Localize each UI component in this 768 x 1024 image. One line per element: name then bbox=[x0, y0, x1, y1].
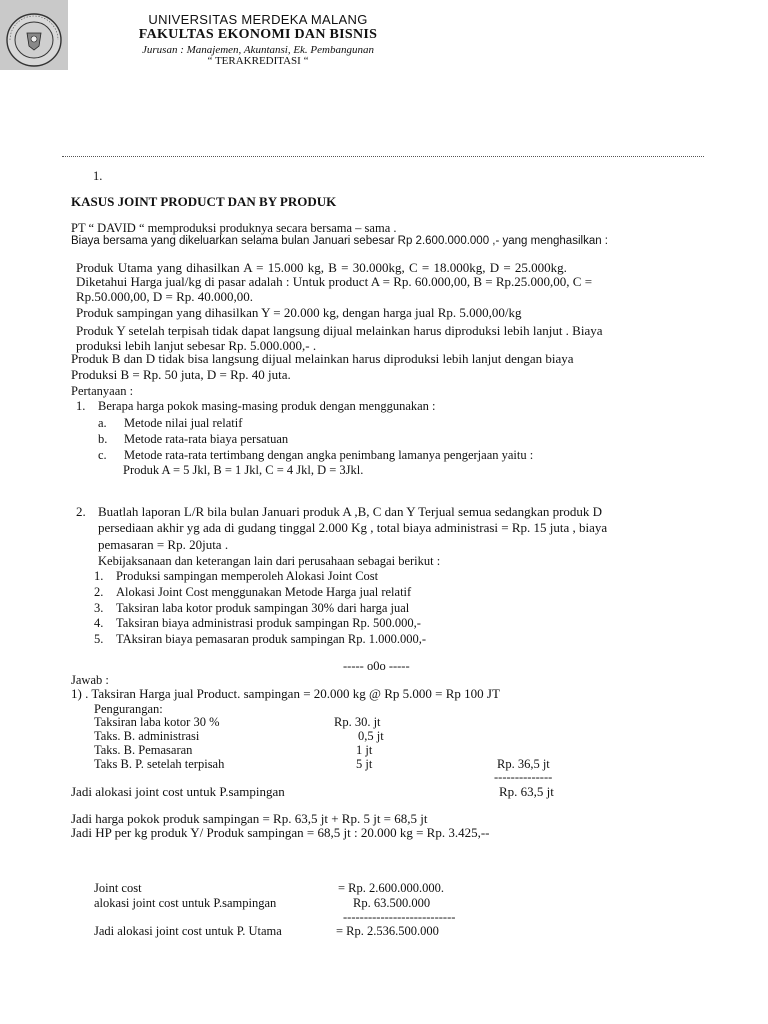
university-name: UNIVERSITAS MERDEKA MALANG bbox=[148, 12, 368, 27]
question-2-continued: persediaan akhir yg ada di gudang tinggal 2.000 Kg , total biaya administrasi = Rp. 15 juta , biaya bbox=[98, 520, 608, 535]
policy-item bbox=[94, 568, 378, 584]
question-number: 1. bbox=[76, 399, 86, 413]
alloc-value: Rp. 63,5 jt bbox=[499, 784, 554, 799]
policy-text: Taksiran biaya administrasi produk sampingan Rp. 500.000,- bbox=[116, 616, 421, 630]
policy-item bbox=[94, 584, 411, 600]
byproduct-line: Produk sampingan yang dihasilkan Y = 20.000 kg, dengan harga jual Rp. 5.000,00/kg bbox=[76, 305, 522, 320]
alloc-main-value: = Rp. 2.536.500.000 bbox=[336, 924, 439, 938]
policy-text: Taksiran laba kotor produk sampingan 30% dari harga jual bbox=[116, 601, 410, 615]
option-c bbox=[98, 447, 533, 463]
product-y-note: produksi lebih lanjut sebesar Rp. 5.000.000,- . bbox=[76, 338, 317, 353]
product-bd-note: Produk B dan D tidak bisa langsung dijual melainkan harus diproduksi lebih lanjut dengan biaya bbox=[71, 351, 574, 366]
policy-intro: Kebijaksanaan dan keterangan lain dari perusahaan sebagai berikut : bbox=[98, 554, 441, 568]
deduction-label: Taks. B. Pemasaran bbox=[94, 743, 193, 757]
deductions-total: Rp. 36,5 jt bbox=[497, 757, 550, 771]
product-bd-note: Produksi B = Rp. 50 juta, D = Rp. 40 juta. bbox=[71, 367, 291, 382]
answer-label: Jawab : bbox=[71, 673, 109, 687]
question-text: Berapa harga pokok masing-masing produk dengan menggunakan : bbox=[98, 399, 436, 413]
policy-number: 4. bbox=[94, 616, 104, 630]
product-y-note: Produk Y setelah terpisah tidak dapat langsung dijual melainkan harus diproduksi lebih lanjut . Biaya bbox=[76, 323, 603, 338]
alloc-main-label: Jadi alokasi joint cost untuk P. Utama bbox=[94, 924, 282, 938]
department-list: Jurusan : Manajemen, Akuntansi, Ek. Pembangunan bbox=[142, 44, 374, 56]
joint-cost-statement: Biaya bersama yang dikeluarkan selama bulan Januari sebesar Rp 2.600.000.000 ,- yang menghasilkan : bbox=[71, 235, 608, 247]
questions-label: Pertanyaan : bbox=[71, 384, 134, 398]
deduction-amount: 0,5 jt bbox=[358, 729, 384, 743]
policy-number: 3. bbox=[94, 601, 104, 615]
option-letter: b. bbox=[98, 432, 108, 446]
question-2 bbox=[76, 504, 602, 520]
option-text: Metode nilai jual relatif bbox=[124, 416, 243, 430]
item-number: 1. bbox=[93, 169, 103, 183]
alloc-side-value: Rp. 63.500.000 bbox=[353, 896, 431, 910]
header-divider bbox=[62, 156, 704, 157]
deduction-amount: 1 jt bbox=[356, 743, 373, 757]
alloc-label: Jadi alokasi joint cost untuk P.sampingan bbox=[71, 784, 285, 799]
option-letter: a. bbox=[98, 416, 107, 430]
total-rule: -------------- bbox=[494, 770, 553, 784]
policy-item bbox=[94, 631, 426, 647]
selling-price-line: Diketahui Harga jual/kg di pasar adalah : Untuk product A = Rp. 60.000,00, B = Rp.25.000,00, C = bbox=[76, 274, 593, 289]
option-b bbox=[98, 431, 288, 447]
policy-text: TAksiran biaya pemasaran produk sampingan Rp. 1.000.000,- bbox=[116, 632, 427, 646]
question-number: 2. bbox=[76, 504, 86, 519]
selling-price-line: Rp.50.000,00, D = Rp. 40.000,00. bbox=[76, 289, 254, 304]
answer-1: 1) . Taksiran Harga jual Product. sampingan = 20.000 kg @ Rp 5.000 = Rp 100 JT bbox=[71, 686, 500, 701]
deduction-label: Taksiran laba kotor 30 % bbox=[94, 715, 220, 729]
university-logo bbox=[0, 0, 68, 70]
joint-cost-value: = Rp. 2.600.000.000. bbox=[338, 881, 445, 895]
question-2-continued: pemasaran = Rp. 20juta . bbox=[98, 537, 229, 552]
policy-text: Alokasi Joint Cost menggunakan Metode Harga jual relatif bbox=[116, 585, 412, 599]
case-title: KASUS JOINT PRODUCT DAN BY PRODUK bbox=[71, 194, 337, 209]
deduction-amount: Rp. 30. jt bbox=[334, 715, 381, 729]
policy-item bbox=[94, 600, 409, 616]
policy-number: 1. bbox=[94, 569, 104, 583]
joint-cost-label: Joint cost bbox=[94, 881, 142, 895]
deduction-amount: 5 jt bbox=[356, 757, 373, 771]
option-a bbox=[98, 415, 242, 431]
alloc-side-label: alokasi joint cost untuk P.sampingan bbox=[94, 896, 277, 910]
final-rule: --------------------------- bbox=[343, 910, 456, 924]
policy-number: 5. bbox=[94, 632, 104, 646]
intro-paragraph: PT “ DAVID “ memproduksi produknya secara bersama – sama . bbox=[71, 221, 397, 235]
policy-text: Produksi sampingan memperoleh Alokasi Joint Cost bbox=[116, 569, 379, 583]
accreditation-label: “ TERAKREDITASI “ bbox=[207, 55, 309, 67]
university-seal-icon bbox=[0, 0, 68, 70]
hp-per-kg-line: Jadi HP per kg produk Y/ Produk sampingan = 68,5 jt : 20.000 kg = Rp. 3.425,-- bbox=[71, 825, 490, 840]
main-products-line: Produk Utama yang dihasilkan A = 15.000 kg, B = 30.000kg, C = 18.000kg, D = 25.000kg. bbox=[76, 260, 567, 275]
option-text: Metode rata-rata tertimbang dengan angka penimbang lamanya pengerjaan yaitu : bbox=[124, 448, 534, 462]
weights-line: Produk A = 5 Jkl, B = 1 Jkl, C = 4 Jkl, D = 3Jkl. bbox=[123, 463, 364, 477]
deductions-label: Pengurangan: bbox=[94, 702, 163, 716]
section-separator: ----- o0o ----- bbox=[343, 659, 410, 673]
policy-number: 2. bbox=[94, 585, 104, 599]
policy-item bbox=[94, 615, 421, 631]
question-1 bbox=[76, 398, 436, 414]
hp-line: Jadi harga pokok produk sampingan = Rp. 63,5 jt + Rp. 5 jt = 68,5 jt bbox=[71, 811, 428, 826]
question-text: Buatlah laporan L/R bila bulan Januari produk A ,B, C dan Y Terjual semua sedangkan produk D bbox=[98, 504, 603, 519]
option-letter: c. bbox=[98, 448, 107, 462]
deduction-label: Taks B. P. setelah terpisah bbox=[94, 757, 225, 771]
deduction-label: Taks. B. administrasi bbox=[94, 729, 200, 743]
faculty-name: FAKULTAS EKONOMI DAN BISNIS bbox=[138, 27, 378, 42]
option-text: Metode rata-rata biaya persatuan bbox=[124, 432, 289, 446]
